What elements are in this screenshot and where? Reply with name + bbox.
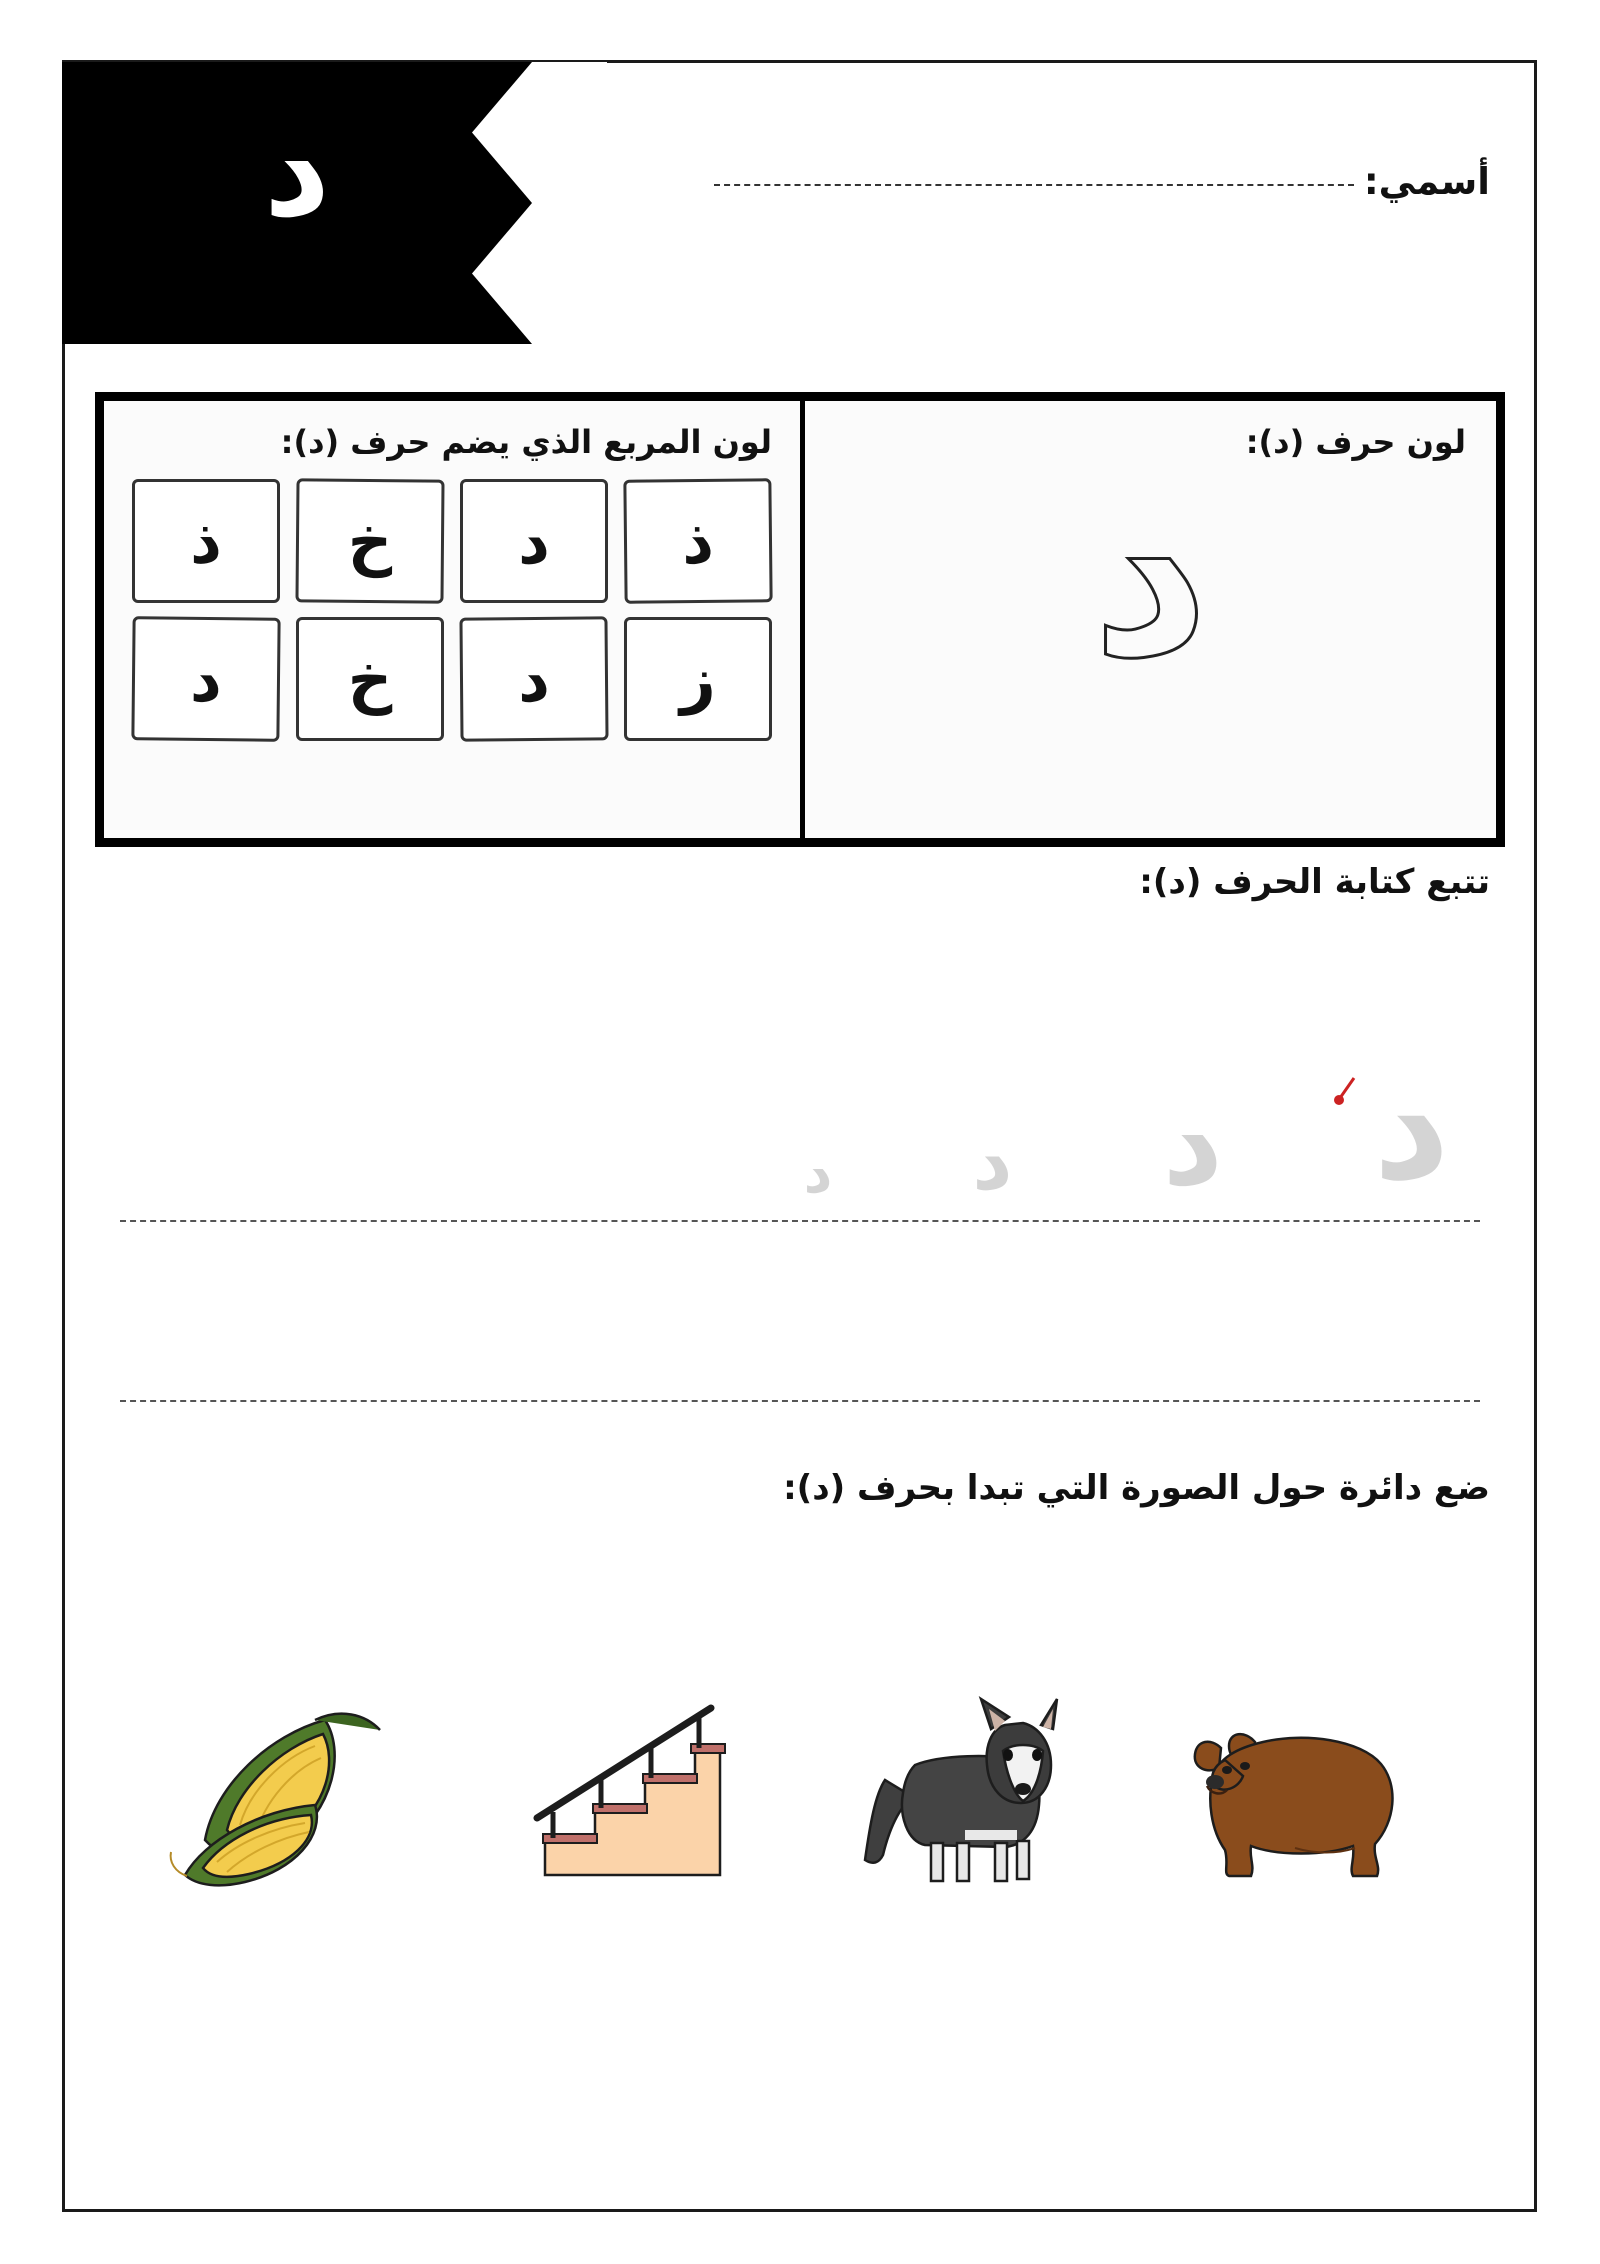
letter-cell[interactable]: خ: [296, 617, 444, 741]
picture-row: [120, 1660, 1480, 1920]
letter-cell[interactable]: خ: [295, 478, 444, 603]
trace-letter[interactable]: د: [1162, 1074, 1224, 1212]
letter-cell[interactable]: د: [460, 479, 608, 603]
trace-guide-line-top: [120, 1220, 1480, 1222]
letter-cell[interactable]: ذ: [623, 478, 772, 604]
banner-letter: د: [263, 93, 331, 246]
find-letter-panel: [104, 401, 800, 838]
letter-cell[interactable]: د: [459, 616, 608, 741]
trace-letter[interactable]: د: [972, 1118, 1013, 1208]
wolf-image[interactable]: [835, 1670, 1105, 1910]
letter-cell[interactable]: د: [131, 616, 280, 742]
tracing-title: تتبع كتابة الحرف (د):: [1139, 862, 1490, 902]
trace-letter[interactable]: د: [1373, 1040, 1450, 1214]
letter-grid: [132, 479, 772, 741]
letter-banner: [62, 62, 607, 344]
find-letter-title: لون المربع الذي يضم حرف (د):: [280, 423, 772, 461]
banner-shape: [62, 62, 607, 344]
name-label: أسمي:: [1363, 160, 1490, 203]
letter-cell[interactable]: ز: [624, 617, 772, 741]
outline-letter-glyph: د: [1091, 442, 1210, 709]
color-letter-panel: [800, 401, 1496, 838]
letter-cell[interactable]: ذ: [132, 479, 280, 603]
color-letter-title: لون حرف (د):: [1245, 423, 1466, 461]
corn-image[interactable]: [155, 1670, 425, 1910]
stairs-image[interactable]: [495, 1670, 765, 1910]
name-blank-line[interactable]: [714, 183, 1354, 186]
tracing-area[interactable]: [120, 960, 1480, 1440]
top-activity-box: [95, 392, 1505, 847]
trace-letter[interactable]: د: [803, 1141, 833, 1206]
trace-guide-line-bottom: [120, 1400, 1480, 1402]
student-name-field[interactable]: [714, 160, 1490, 203]
circle-activity-title: ضع دائرة حول الصورة التي تبدا بحرف (د):: [783, 1468, 1490, 1508]
bear-image[interactable]: [1175, 1670, 1445, 1910]
